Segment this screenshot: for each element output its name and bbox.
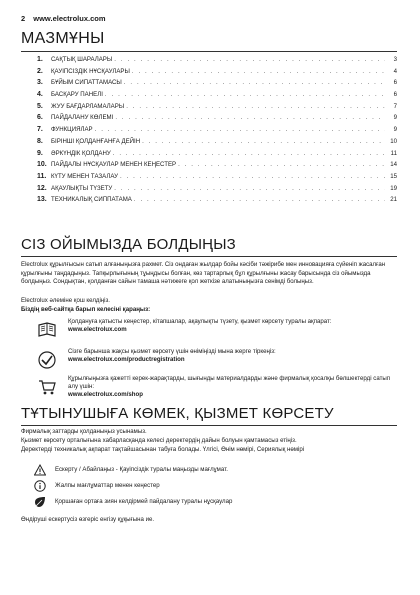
toc-item-page: 14	[390, 161, 397, 169]
toc-item[interactable]	[37, 138, 397, 150]
link-row-shop	[21, 375, 397, 403]
toc-item[interactable]	[37, 126, 397, 138]
toc-item-page: 21	[390, 196, 397, 204]
toc-item-page: 15	[390, 172, 397, 180]
toc-item-page: 3	[393, 56, 397, 63]
thinking-divider	[21, 256, 397, 257]
toc-item-label: ҚАУІПСІЗДІК НҰСҚАУЛАРЫ	[51, 67, 130, 75]
toc-item-page: 9	[393, 114, 397, 122]
toc-item-page: 6	[393, 91, 397, 99]
toc-item-label: САҚТЫҚ ШАРАЛАРЫ	[51, 56, 113, 63]
toc-item-page: 11	[390, 149, 397, 157]
thinking-title: СІЗ ОЙЫМЫЗДА БОЛДЫҢЫЗ	[21, 236, 236, 253]
support-line: Фирмалық заттарды қолданыңыз усынамыз.	[21, 428, 147, 435]
shopping-icon	[37, 377, 57, 397]
site-url[interactable]: www.electrolux.com	[33, 14, 106, 23]
toc-leader-dots	[115, 114, 385, 121]
toc-item-page: 10	[390, 137, 397, 145]
toc-leader-dots	[178, 161, 385, 168]
toc-item-number: 9.	[37, 149, 43, 157]
toc-item-number: 5.	[37, 102, 43, 110]
info-icon	[34, 480, 46, 492]
support-title: ТҰТЫНУШЫҒА КӨМЕК, ҚЫЗМЕТ КӨРСЕТУ	[21, 405, 334, 422]
toc-leader-dots	[120, 173, 385, 180]
toc-item[interactable]	[37, 161, 397, 173]
registration-link[interactable]: www.electrolux.com/productregistration	[68, 356, 185, 364]
toc-item-number: 6.	[37, 114, 43, 122]
support-divider	[21, 425, 397, 426]
toc-item-number: 11.	[37, 172, 47, 180]
toc-item-label: БІРІНШІ ҚОЛДАНҒАНҒА ДЕЙІН	[51, 137, 141, 145]
toc-item-label: ФУНКЦИЯЛАР	[51, 126, 93, 134]
toc-leader-dots	[132, 68, 385, 75]
link-row-help	[21, 318, 397, 346]
toc-item[interactable]	[37, 173, 397, 185]
shop-link[interactable]: www.electrolux.com/shop	[68, 391, 143, 399]
toc-item-label: ӘРКҮНДІК ҚОЛДАНУ	[51, 149, 111, 157]
toc-item[interactable]	[37, 103, 397, 115]
toc-title: МАЗМҰНЫ	[21, 30, 105, 47]
toc-leader-dots	[95, 126, 385, 133]
link-description: Қолдануға қатысты кеңестер, кітапшалар, ақаулықты түзету, қызмет көрсету туралы ақпарат:	[68, 318, 332, 325]
link-description: Құрылғыңызға қажетті керек-жарақтарды, шығынды материалдарды және фирмалық қосалқы бөлшектерді сатып алу үшін:	[68, 375, 391, 391]
toc-item[interactable]	[37, 56, 397, 68]
welcome-text: Electrolux әлеміне қош келдіңіз.	[21, 297, 111, 304]
toc-item[interactable]	[37, 68, 397, 80]
warning-icon	[34, 464, 46, 476]
toc-leader-dots	[142, 138, 385, 145]
registration-icon	[37, 350, 57, 370]
support-line: Деректерді техникалық ақпарат тақтайшасынан табуға болады. Үлгісі, Өнім нөмірі, Сериялық нөмірі	[21, 446, 305, 453]
toc-item-number: 8.	[37, 137, 43, 145]
toc-leader-dots	[126, 103, 385, 110]
toc-item[interactable]	[37, 185, 397, 197]
toc-item-number: 13.	[37, 196, 47, 204]
toc-item-page: 4	[393, 67, 397, 75]
link-row-registration	[21, 348, 397, 376]
toc-item-number: 3.	[37, 79, 43, 87]
page-number: 2	[21, 14, 26, 23]
toc-leader-dots	[134, 196, 385, 203]
toc-item-page: 19	[390, 184, 397, 192]
toc-item[interactable]	[37, 150, 397, 162]
symbol-text: Қоршаған ортаға зиян келдірмей пайдалану туралы нұсқаулар	[55, 498, 233, 505]
link-description: Сізге барынша жақсы қызмет көрсету үшін өніміңізді мына жерге тіркеңіз:	[68, 348, 276, 355]
book-icon	[37, 320, 57, 340]
toc-item-page: 9	[393, 126, 397, 134]
toc-item-page: 7	[393, 102, 397, 110]
toc-item-number: 1.	[37, 56, 43, 63]
toc-item-label: БАСҚАРУ ПАНЕЛІ	[51, 91, 103, 99]
toc-item-label: КҮТУ МЕНЕН ТАЗАЛАУ	[51, 172, 118, 180]
toc-item-number: 4.	[37, 91, 43, 99]
visit-label: Біздің веб-сайтқа барып келесіні қараңыз:	[21, 306, 151, 313]
toc-item-label: ЖУУ БАҒДАРЛАМАЛАРЫ	[51, 102, 125, 110]
toc-leader-dots	[114, 185, 385, 192]
table-of-contents	[37, 56, 397, 208]
toc-item[interactable]	[37, 196, 397, 208]
toc-item-label: БҰЙЫМ СИПАТТАМАСЫ	[51, 79, 122, 87]
page-header	[21, 14, 106, 23]
intro-paragraph: Electrolux құрылғысын сатып алғаныңызға рахмет. Сіз ондаған жылдар бойы кәсіби тәжірибе мен инновацияға сүйеніп жасалған құрылғыны таңдадыңыз. Тапқырлығының тұыңдысы болған, көз тартарлық бұл құрылғыны жасау барысында сіз ойымызда болдыңыз. Сондықтан, қолданған сайын тамаша нәтижеге қол жеткізе алатыныңызға сенімді болыңыз.	[21, 261, 386, 286]
toc-leader-dots	[124, 79, 385, 86]
environment-icon	[34, 496, 46, 508]
toc-item[interactable]	[37, 79, 397, 91]
toc-leader-dots	[113, 150, 385, 157]
help-link[interactable]: www.electrolux.com	[68, 326, 127, 334]
footer-note: Өндіруші ескертусіз өзгеріс енгізу құқығына ие.	[21, 516, 155, 523]
symbol-text: Жалпы мағлұматтар менен кеңестер	[55, 482, 160, 489]
toc-item-number: 10.	[37, 161, 47, 169]
toc-item-number: 12.	[37, 184, 47, 192]
toc-item-label: АҚАУЛЫҚТЫ ТҮЗЕТУ	[51, 184, 113, 192]
toc-item-page: 6	[393, 79, 397, 87]
toc-leader-dots	[114, 56, 385, 63]
toc-item-number: 7.	[37, 126, 43, 134]
toc-item-label: ТЕХНИКАЛЫҚ СИППАТАМА	[51, 196, 132, 204]
support-line: Қызмет көрсету орталығына хабарласқанда келесі деректердің дайын болуын қамтамасыз етіңіз.	[21, 437, 297, 444]
toc-divider	[21, 51, 397, 52]
toc-item[interactable]	[37, 114, 397, 126]
toc-item-label: ПАЙДАЛЫ НҰСҚАУЛАР МЕНЕН КЕҢЕСТЕР	[51, 161, 177, 169]
toc-item[interactable]	[37, 91, 397, 103]
toc-item-label: ПАЙДАЛАНУ КӨЛЕМІ	[51, 114, 114, 122]
symbol-text: Ескерту / Абайлаңыз - Қауіпсіздік туралы маңызды мағлұмат.	[55, 466, 228, 473]
toc-item-number: 2.	[37, 67, 43, 75]
toc-leader-dots	[105, 91, 385, 98]
